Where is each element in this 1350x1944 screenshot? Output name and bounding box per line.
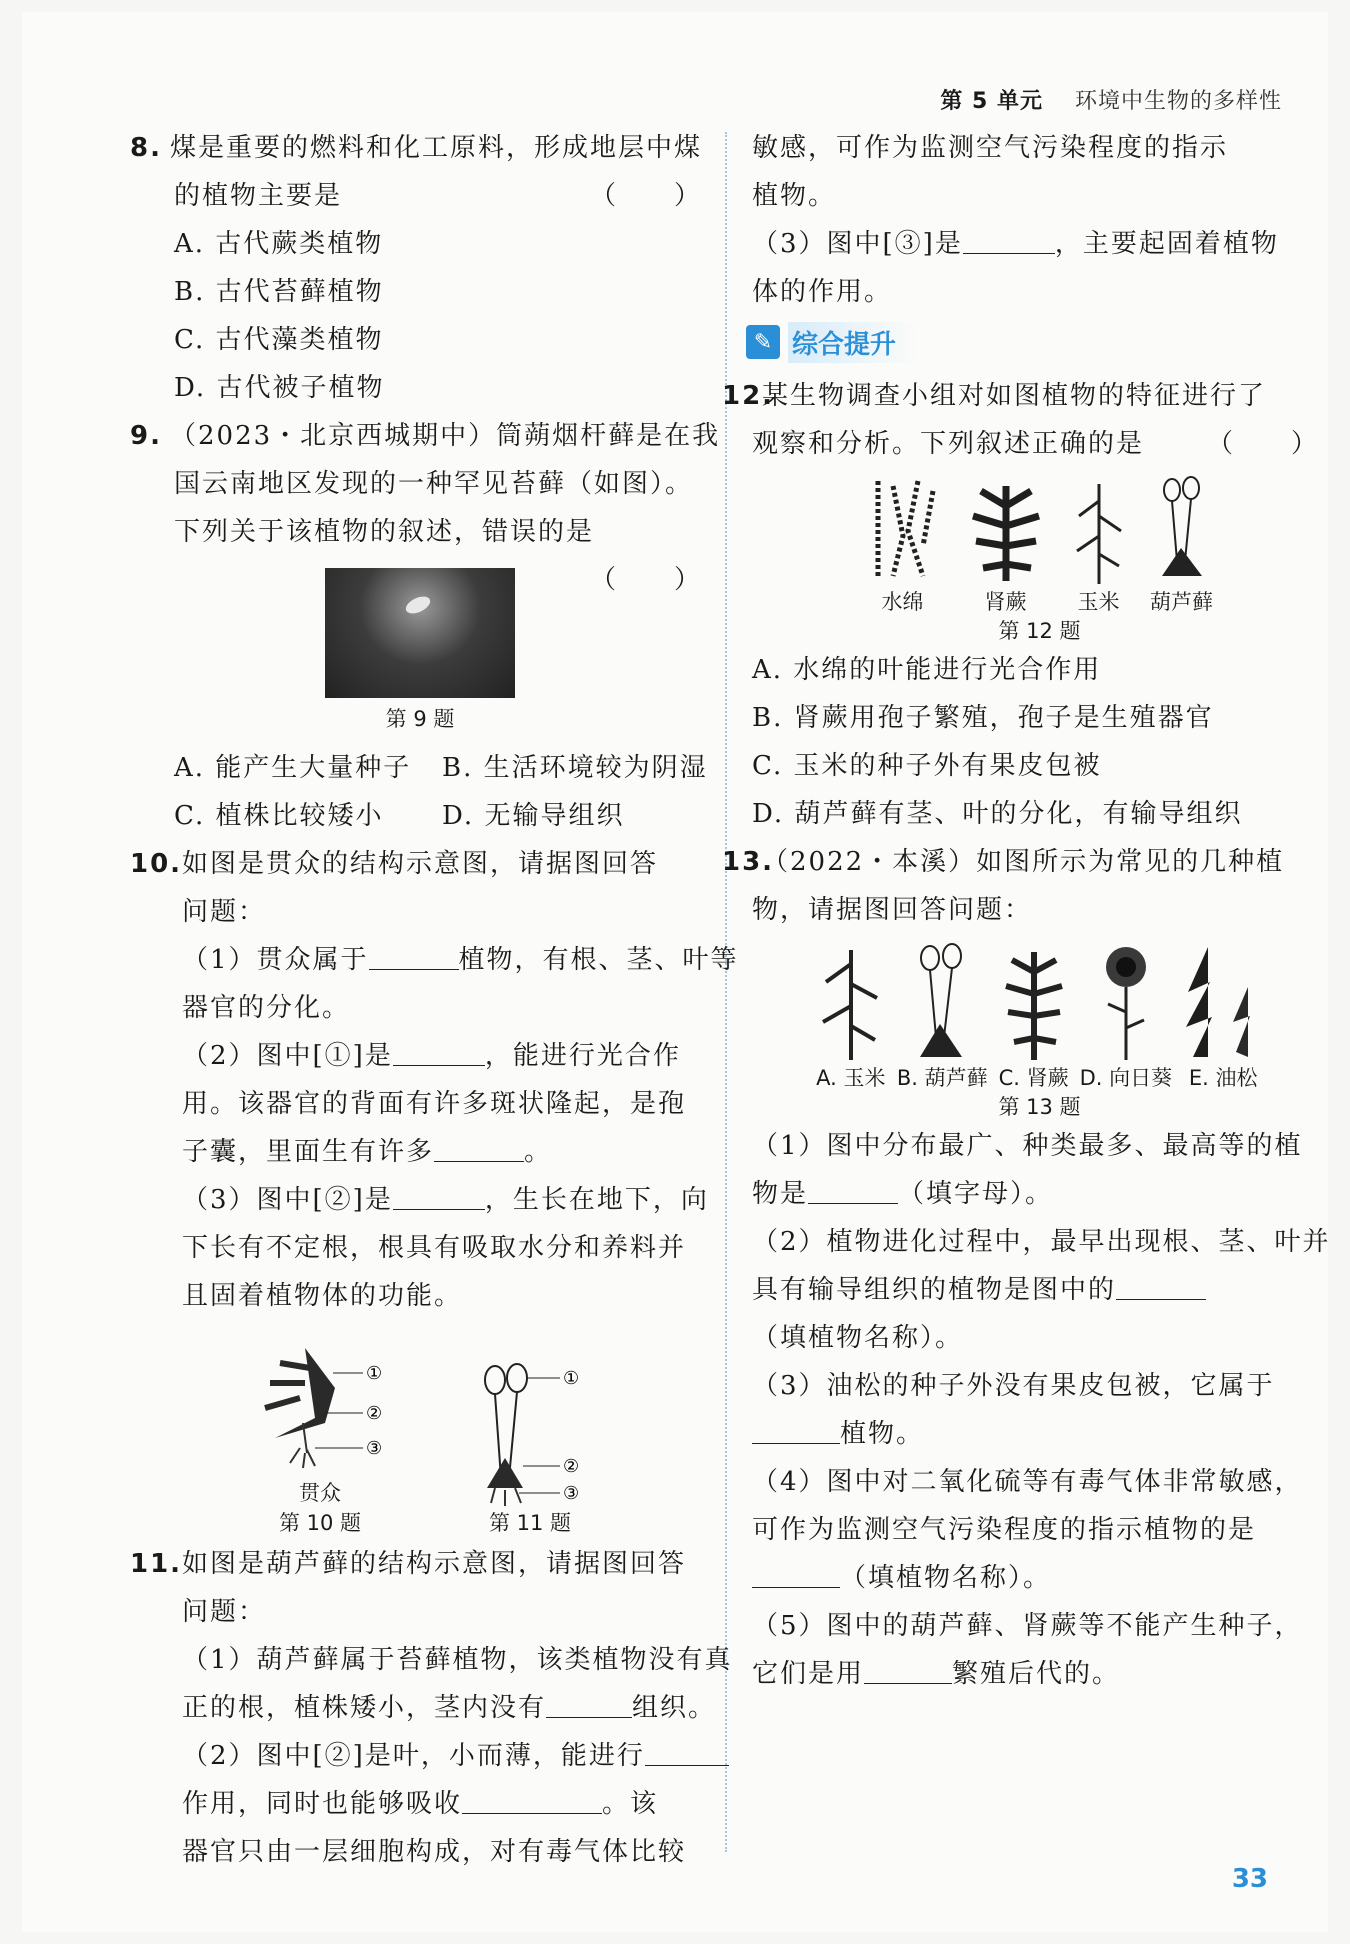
q13-stem-1: （2022・本溪）如图所示为常见的几种植 [762, 847, 1285, 877]
moss-mark-3: ③ [563, 1483, 580, 1504]
q10-p2-text: 子囊，里面生有许多 [182, 1137, 435, 1167]
q11-p3-end: 体的作用。 [752, 277, 893, 307]
q11-stem-2: 问题： [182, 1597, 267, 1627]
sunflower-drawing [1086, 942, 1166, 1062]
q13-p4-line2: 可作为监测空气污染程度的指示植物的是 [752, 1515, 1257, 1545]
q8-option-d[interactable]: D. 古代被子植物 [174, 373, 385, 403]
answer-bracket[interactable]: （ ） [589, 181, 702, 211]
answer-blank[interactable] [434, 1131, 524, 1162]
q11-p2-text: 。该 [602, 1789, 659, 1819]
plant-label: B. 葫芦藓 [896, 1066, 988, 1090]
moss-drawing [465, 1358, 595, 1508]
fern-mark-2: ② [366, 1403, 383, 1424]
q10-p2-text: 。 [524, 1137, 553, 1167]
q9-stem-1: （2023・北京西城期中）筒蒴烟杆藓是在我 [170, 421, 721, 451]
fern-mark-1: ① [366, 1363, 383, 1384]
q8-number: 8. [130, 133, 162, 163]
q10-p2-text: ，能进行光合作 [484, 1041, 681, 1071]
q11-continued-1: 敏感，可作为监测空气污染程度的指示 [752, 133, 1229, 163]
q8-option-b[interactable]: B. 古代苔藓植物 [174, 277, 384, 307]
answer-blank[interactable] [369, 939, 459, 970]
q13-p1-text: （填字母）。 [898, 1179, 1054, 1209]
question-11 [130, 1540, 733, 1876]
plant-label: 玉米 [1077, 590, 1120, 614]
moss-drawing [1147, 476, 1217, 586]
q12-option-c[interactable]: C. 玉米的种子外有果皮包被 [752, 751, 1102, 781]
fern-drawing [961, 476, 1051, 586]
q9-option-c[interactable]: C. 植株比较矮小 [174, 801, 384, 831]
q9-option-d[interactable]: D. 无输导组织 [442, 801, 625, 831]
q12-figure [752, 476, 1327, 616]
q11-caption: 第 11 题 [488, 1511, 572, 1535]
q9-stem-2: 国云南地区发现的一种罕见苔藓（如图）。 [174, 469, 694, 499]
q11-p2-text: （2）图中[②]是叶，小而薄，能进行 [182, 1741, 645, 1771]
question-10 [130, 840, 739, 1538]
q10-p2-line: 用。该器官的背面有许多斑状隆起，是孢 [182, 1089, 687, 1119]
fern-drawing [994, 942, 1074, 1062]
q10-stem-1: 如图是贯众的结构示意图，请据图回答 [182, 849, 659, 879]
fern-diagram [245, 1328, 395, 1538]
answer-blank[interactable] [752, 1413, 840, 1444]
q8-option-a[interactable]: A. 古代蕨类植物 [174, 229, 384, 259]
fern-label: 贯众 [299, 1481, 341, 1505]
left-column [130, 124, 739, 1876]
q13-p3-text: 植物。 [840, 1419, 925, 1449]
q13-caption: 第 13 题 [998, 1095, 1081, 1119]
q11-p2-line: 器官只由一层细胞构成，对有毒气体比较 [182, 1837, 687, 1867]
q8-stem-2: 的植物主要是 [174, 181, 343, 211]
q10-stem-2: 问题： [182, 897, 267, 927]
running-header [940, 84, 1282, 115]
q10-p3-text: （3）图中[②]是 [182, 1185, 393, 1215]
q13-stem-2: 物，请据图回答问题： [752, 895, 1033, 925]
plant-corn [811, 942, 891, 1092]
q12-number: 12. [722, 381, 775, 411]
question-12 [722, 372, 1327, 838]
q13-p1-line: （1）图中分布最广、种类最多、最高等的植 [752, 1131, 1303, 1161]
question-9 [130, 412, 721, 840]
q13-p5-text: 它们是用 [752, 1659, 865, 1689]
q11-p3-text: （3）图中[③]是 [752, 229, 963, 259]
plant-label: D. 向日葵 [1079, 1066, 1173, 1090]
moss-mark-1: ① [563, 1368, 580, 1389]
answer-blank[interactable] [393, 1179, 485, 1210]
q9-caption: 第 9 题 [385, 707, 455, 731]
q9-option-a[interactable]: A. 能产生大量种子 [174, 753, 412, 783]
plant-moss [1147, 476, 1217, 616]
section-header [746, 320, 1327, 364]
section-title: 综合提升 [788, 322, 916, 363]
page-number: 33 [1231, 1864, 1268, 1894]
q12-option-b[interactable]: B. 肾蕨用孢子繁殖，孢子是生殖器官 [752, 703, 1214, 733]
q11-number: 11. [130, 1549, 183, 1579]
plant-fern [994, 942, 1074, 1092]
right-column [722, 124, 1331, 1698]
spirogyra-drawing [863, 476, 943, 586]
answer-blank[interactable] [1116, 1269, 1206, 1300]
page [22, 12, 1331, 1932]
q11-continued-2: 植物。 [752, 181, 837, 211]
moss-diagram [465, 1358, 595, 1538]
q11-p1-text: 组织。 [632, 1693, 717, 1723]
q13-figure [752, 942, 1327, 1092]
answer-blank[interactable] [752, 1557, 840, 1588]
q9-option-b[interactable]: B. 生活环境较为阴湿 [442, 753, 708, 783]
plant-spirogyra [863, 476, 943, 616]
q10-p3-end: 且固着植物体的功能。 [182, 1281, 463, 1311]
corn-drawing [811, 942, 891, 1062]
plant-pine [1178, 942, 1268, 1092]
answer-blank[interactable] [393, 1035, 485, 1066]
moss-photo [325, 568, 515, 698]
answer-blank[interactable] [462, 1783, 602, 1814]
q12-caption: 第 12 题 [998, 619, 1081, 643]
q10-p1-end: 器官的分化。 [182, 993, 351, 1023]
q8-stem-1: 煤是重要的燃料和化工原料，形成地层中煤 [170, 133, 703, 163]
q9-stem-3: 下列关于该植物的叙述，错误的是 [174, 517, 595, 547]
q12-option-a[interactable]: A. 水绵的叶能进行光合作用 [752, 655, 1102, 685]
answer-bracket[interactable]: （ ） [1206, 429, 1319, 459]
q11-stem-1: 如图是葫芦藓的结构示意图，请据图回答 [182, 1549, 687, 1579]
answer-bracket[interactable]: （ ） [589, 565, 702, 595]
plant-label: 水绵 [881, 590, 924, 614]
q9-number: 9. [130, 421, 162, 451]
q10-q11-figures [130, 1328, 710, 1538]
q11-p1-line: （1）葫芦藓属于苔藓植物，该类植物没有真 [182, 1645, 733, 1675]
moss-mark-2: ② [563, 1456, 580, 1477]
q10-p1-text: 植物，有根、茎、叶等 [458, 945, 739, 975]
q13-number: 13. [722, 847, 775, 877]
plant-label: 葫芦藓 [1150, 590, 1213, 614]
unit-topic: 环境中生物的多样性 [1074, 89, 1282, 114]
corn-drawing [1069, 476, 1129, 586]
answer-blank[interactable] [864, 1653, 952, 1684]
unit-label: 第 5 单元 [940, 89, 1043, 114]
pine-drawing [1178, 942, 1268, 1062]
fern-mark-3: ③ [366, 1438, 383, 1459]
question-8 [130, 124, 710, 412]
q13-p5-text: 繁殖后代的。 [952, 1659, 1121, 1689]
q11-p1-text: 正的根，植株矮小，茎内没有 [182, 1693, 547, 1723]
q13-p4-text: （填植物名称）。 [840, 1563, 1052, 1593]
question-13 [722, 838, 1331, 1698]
q10-p3-line: 下长有不定根，根具有吸取水分和养料并 [182, 1233, 687, 1263]
q13-p2-text: 具有输导组织的植物是图中的 [752, 1275, 1117, 1305]
q10-number: 10. [130, 849, 183, 879]
plant-label: A. 玉米 [816, 1066, 886, 1090]
q10-p3-text: ，生长在地下，向 [484, 1185, 709, 1215]
fern-drawing [245, 1328, 395, 1478]
q12-stem-2: 观察和分析。下列叙述正确的是 [752, 429, 1145, 459]
pencil-icon: ✎ [746, 325, 780, 359]
q11-p3-text: ，主要起固着植物 [1054, 229, 1279, 259]
plant-label: E. 油松 [1188, 1066, 1258, 1090]
q13-p3-line: （3）油松的种子外没有果皮包被，它属于 [752, 1371, 1275, 1401]
answer-blank[interactable] [546, 1687, 632, 1718]
q12-stem-1: 某生物调查小组对如图植物的特征进行了 [762, 381, 1267, 411]
q13-p1-text: 物是 [752, 1179, 809, 1209]
plant-fern [961, 476, 1051, 616]
plant-label: C. 肾蕨 [998, 1066, 1069, 1090]
q11-p2-text: 作用，同时也能够吸收 [182, 1789, 463, 1819]
q8-option-c[interactable]: C. 古代藻类植物 [174, 325, 384, 355]
q10-p1-text: （1）贯众属于 [182, 945, 369, 975]
q10-p2-text: （2）图中[①]是 [182, 1041, 393, 1071]
plant-sunflower [1080, 942, 1173, 1092]
plant-moss [897, 942, 988, 1092]
plant-corn [1069, 476, 1129, 616]
q13-p2-end: （填植物名称）。 [752, 1323, 964, 1353]
q12-option-d[interactable]: D. 葫芦藓有茎、叶的分化，有输导组织 [752, 799, 1243, 829]
plant-label: 肾蕨 [984, 590, 1027, 614]
answer-blank[interactable] [645, 1735, 729, 1766]
moss-drawing [902, 942, 982, 1062]
q13-p5-line: （5）图中的葫芦藓、肾蕨等不能产生种子， [752, 1611, 1303, 1641]
answer-blank[interactable] [963, 223, 1055, 254]
q13-p2-line: （2）植物进化过程中，最早出现根、茎、叶并 [752, 1227, 1331, 1257]
q10-caption: 第 10 题 [278, 1511, 362, 1535]
q13-p4-line: （4）图中对二氧化硫等有毒气体非常敏感， [752, 1467, 1303, 1497]
answer-blank[interactable] [808, 1173, 898, 1204]
